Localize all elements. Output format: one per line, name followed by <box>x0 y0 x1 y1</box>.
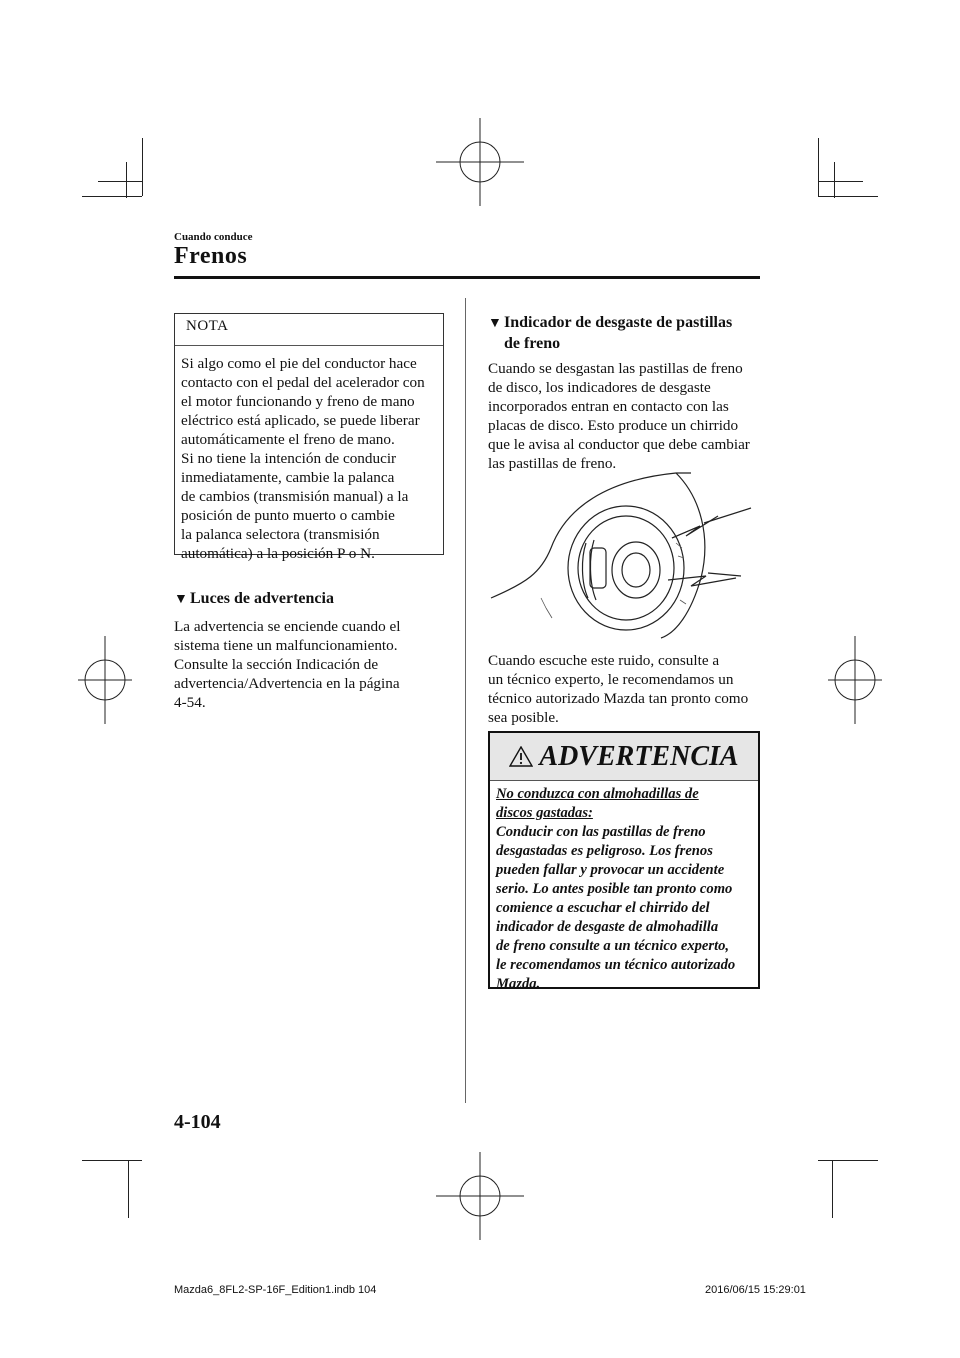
nota-line: inmediatamente, cambie la palanca <box>181 469 395 486</box>
warning-line: comience a escuchar el chirrido del <box>496 900 710 916</box>
nota-line: eléctrico está aplicado, se puede liberar <box>181 412 420 429</box>
luces-line: Consulte la sección Indicación de <box>174 656 379 673</box>
luces-line: La advertencia se enciende cuando el <box>174 618 401 635</box>
warning-title: ADVERTENCIA <box>539 741 739 772</box>
indicador-after-line: un técnico experto, le recomendamos un <box>488 671 734 688</box>
section-label: Cuando conduce <box>174 231 253 243</box>
nota-line: Si algo como el pie del conductor hace <box>181 355 417 372</box>
warning-line: desgastadas es peligroso. Los frenos <box>496 843 713 859</box>
indicador-line: las pastillas de freno. <box>488 455 617 472</box>
page-number: 4-104 <box>174 1111 221 1133</box>
indicador-heading-line1: Indicador de desgaste de pastillas <box>504 314 733 331</box>
nota-text <box>181 354 443 563</box>
luces-line: sistema tiene un malfuncionamiento. <box>174 637 398 654</box>
warning-triangle-icon <box>509 746 533 767</box>
indicador-line: placas de disco. Esto produce un chirrido <box>488 417 739 434</box>
triangle-down-icon: ▼ <box>488 316 502 331</box>
title-rule <box>174 276 760 279</box>
indicador-after-line: sea posible. <box>488 709 559 726</box>
nota-line: automáticamente el freno de mano. <box>181 431 395 448</box>
nota-line: automática) a la posición P o N. <box>181 545 375 562</box>
warning-line: Mazda. <box>496 976 541 992</box>
warning-box <box>488 731 760 992</box>
luces-heading <box>174 589 334 610</box>
luces-heading-text: Luces de advertencia <box>190 590 334 607</box>
warning-line: de freno consulte a un técnico experto, <box>496 938 730 954</box>
warning-line: le recomendamos un técnico autorizado <box>496 957 736 973</box>
indicador-after-line: Cuando escuche este ruido, consulte a <box>488 652 720 669</box>
nota-box <box>174 313 444 562</box>
warning-line: Conducir con las pastillas de freno <box>496 824 706 840</box>
brake-wear-illustration <box>486 468 761 643</box>
indicador-heading <box>488 313 760 354</box>
footer-timestamp: 2016/06/15 15:29:01 <box>705 1284 806 1296</box>
indicador-line: que le avisa al conductor que debe cambiar <box>488 436 750 453</box>
page-title: Frenos <box>174 243 248 269</box>
warning-subtitle-line: No conduzca con almohadillas de <box>496 786 699 802</box>
triangle-down-icon: ▼ <box>174 592 188 607</box>
warning-line: pueden fallar y provocar un accidente <box>496 862 725 878</box>
nota-rule <box>175 345 443 346</box>
nota-line: posición de punto muerto o cambie <box>181 507 395 524</box>
warning-subtitle-line: discos gastadas: <box>496 805 593 821</box>
luces-line: advertencia/Advertencia en la página <box>174 675 400 692</box>
indicador-heading-line2: de freno <box>504 335 561 352</box>
luces-body <box>174 617 454 712</box>
indicador-after-line: técnico autorizado Mazda tan pronto como <box>488 690 749 707</box>
indicador-after <box>488 651 763 727</box>
indicador-body <box>488 359 763 473</box>
nota-line: contacto con el pedal del acelerador con <box>181 374 425 391</box>
indicador-line: incorporados entran en contacto con las <box>488 398 729 415</box>
warning-body <box>496 785 758 994</box>
column-divider <box>465 298 466 1103</box>
luces-line: 4-54. <box>174 694 206 711</box>
warning-line: serio. Lo antes posible tan pronto como <box>496 881 733 897</box>
nota-line: Si no tiene la intención de conducir <box>181 450 397 467</box>
nota-line: la palanca selectora (transmisión <box>181 526 380 543</box>
indicador-line: de disco, los indicadores de desgaste <box>488 379 711 396</box>
warning-header <box>490 733 758 781</box>
nota-title: NOTA <box>186 318 229 334</box>
indicador-line: Cuando se desgastan las pastillas de freno <box>488 360 743 377</box>
warning-line: indicador de desgaste de almohadilla <box>496 919 719 935</box>
nota-line: de cambios (transmisión manual) a la <box>181 488 409 505</box>
nota-line: el motor funcionando y freno de mano <box>181 393 415 410</box>
footer-filename: Mazda6_8FL2-SP-16F_Edition1.indb 104 <box>174 1284 377 1296</box>
